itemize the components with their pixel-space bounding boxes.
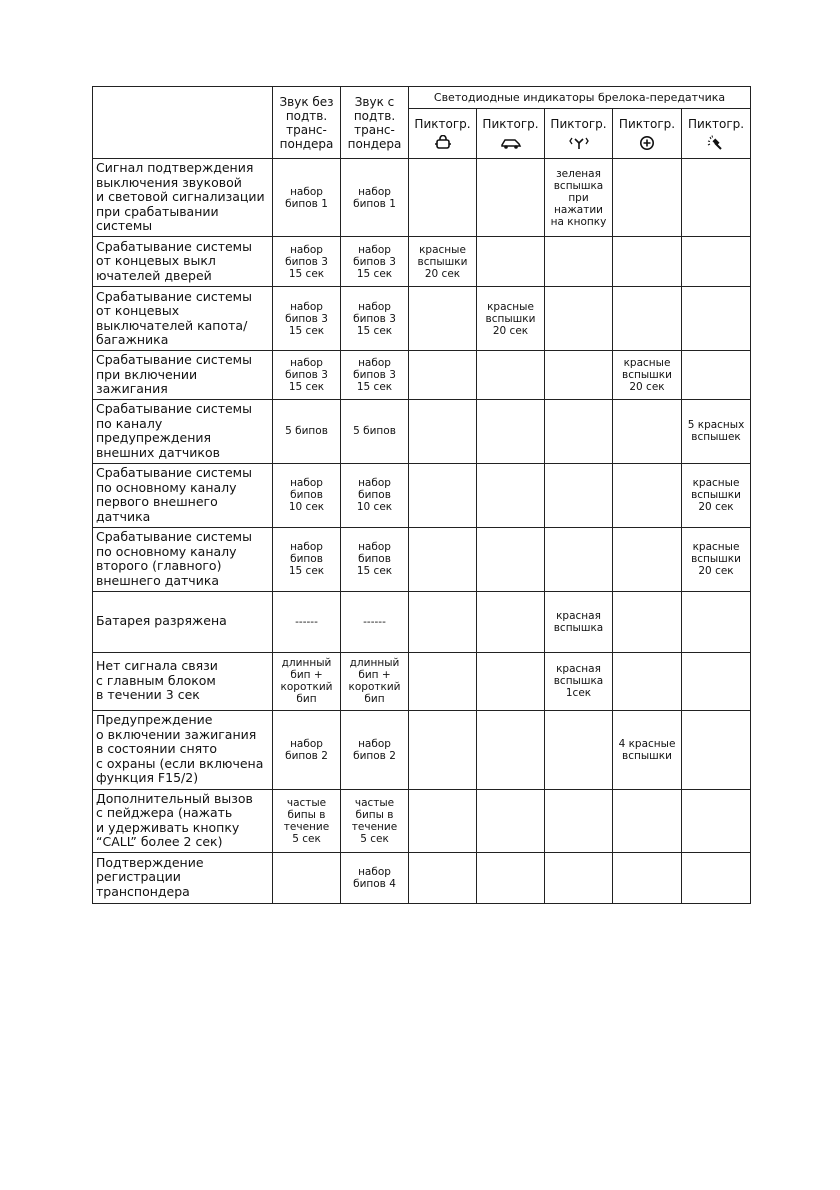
table-row	[93, 237, 751, 287]
sound-confirm-cell: набор бипов 3 15 сек	[341, 287, 409, 351]
picto-5-cell: 5 красных вспышек	[682, 399, 751, 463]
table-row	[93, 399, 751, 463]
sound-confirm-cell: ------	[341, 591, 409, 652]
picto-2-cell	[477, 159, 545, 237]
header-picto-3	[545, 109, 613, 159]
row-description: Срабатывание системы по основному каналу первого внешнего датчика	[93, 463, 273, 527]
sound-no-confirm-cell: ------	[273, 591, 341, 652]
antenna-signal-icon	[568, 135, 590, 151]
sound-confirm-cell: набор бипов 3 15 сек	[341, 237, 409, 287]
picto-3-cell	[545, 237, 613, 287]
picto-5-cell	[682, 852, 751, 903]
table-row	[93, 710, 751, 789]
picto-5-cell	[682, 789, 751, 852]
sound-no-confirm-cell: набор бипов 10 сек	[273, 463, 341, 527]
sound-no-confirm-cell: набор бипов 1	[273, 159, 341, 237]
row-description: Нет сигнала связи с главным блоком в течении 3 сек	[93, 652, 273, 710]
picto-3-cell	[545, 789, 613, 852]
picto-5-cell	[682, 710, 751, 789]
sound-no-confirm-cell: частые бипы в течение 5 сек	[273, 789, 341, 852]
sound-no-confirm-cell: длинный бип + короткий бип	[273, 652, 341, 710]
car-icon	[500, 135, 522, 151]
picto-1-cell	[409, 652, 477, 710]
table-row	[93, 789, 751, 852]
header-led-group: Светодиодные индикаторы брелока-передатчика	[409, 87, 751, 109]
picto-1-cell: красные вспышки 20 сек	[409, 237, 477, 287]
picto-5-cell	[682, 159, 751, 237]
picto-3-cell	[545, 463, 613, 527]
header-sound-no-confirm: Звук без подтв. транс- пондера	[273, 87, 341, 159]
picto-2-cell	[477, 463, 545, 527]
header-picto-4	[613, 109, 682, 159]
door-lock-icon	[432, 135, 454, 151]
signal-table	[92, 86, 751, 904]
picto-label: Пиктогр.	[414, 116, 471, 131]
sound-no-confirm-cell: набор бипов 3 15 сек	[273, 237, 341, 287]
sound-no-confirm-cell: набор бипов 3 15 сек	[273, 351, 341, 400]
table-row	[93, 463, 751, 527]
picto-5-cell	[682, 652, 751, 710]
picto-3-cell: красная вспышка 1сек	[545, 652, 613, 710]
picto-label: Пиктогр.	[687, 116, 745, 131]
picto-4-cell	[613, 399, 682, 463]
picto-2-cell	[477, 852, 545, 903]
picto-1-cell	[409, 159, 477, 237]
picto-4-cell	[613, 159, 682, 237]
row-description: Сигнал подтверждения выключения звуковой и световой сигнализации при срабатывании системы	[93, 159, 273, 237]
picto-5-cell	[682, 237, 751, 287]
table-row	[93, 351, 751, 400]
sound-no-confirm-cell	[273, 852, 341, 903]
picto-label: Пиктогр.	[618, 116, 676, 131]
picto-4-cell	[613, 789, 682, 852]
picto-2-cell	[477, 710, 545, 789]
header-picto-5	[682, 109, 751, 159]
picto-3-cell: красная вспышка	[545, 591, 613, 652]
table-row	[93, 652, 751, 710]
picto-1-cell	[409, 591, 477, 652]
picto-1-cell	[409, 463, 477, 527]
table-body	[93, 159, 751, 904]
picto-4-cell	[613, 852, 682, 903]
picto-4-cell	[613, 463, 682, 527]
sound-confirm-cell: набор бипов 10 сек	[341, 463, 409, 527]
row-description: Батарея разряжена	[93, 591, 273, 652]
picto-5-cell: красные вспышки 20 сек	[682, 527, 751, 591]
picto-2-cell	[477, 399, 545, 463]
picto-1-cell	[409, 287, 477, 351]
picto-3-cell	[545, 351, 613, 400]
picto-2-cell	[477, 591, 545, 652]
row-description: Срабатывание системы при включении зажигания	[93, 351, 273, 400]
picto-5-cell	[682, 351, 751, 400]
picto-4-cell: 4 красные вспышки	[613, 710, 682, 789]
picto-4-cell: красные вспышки 20 сек	[613, 351, 682, 400]
table-row	[93, 852, 751, 903]
sound-confirm-cell: набор бипов 15 сек	[341, 527, 409, 591]
row-description: Срабатывание системы по основному каналу второго (главного) внешнего датчика	[93, 527, 273, 591]
picto-4-cell	[613, 287, 682, 351]
table-row	[93, 527, 751, 591]
picto-1-cell	[409, 351, 477, 400]
picto-2-cell: красные вспышки 20 сек	[477, 287, 545, 351]
sound-confirm-cell: длинный бип + короткий бип	[341, 652, 409, 710]
sound-no-confirm-cell: набор бипов 2	[273, 710, 341, 789]
picto-4-cell	[613, 591, 682, 652]
picto-2-cell	[477, 789, 545, 852]
sound-confirm-cell: 5 бипов	[341, 399, 409, 463]
picto-2-cell	[477, 652, 545, 710]
row-description: Срабатывание системы от концевых выкл ючателей дверей	[93, 237, 273, 287]
picto-1-cell	[409, 789, 477, 852]
picto-4-cell	[613, 527, 682, 591]
sound-no-confirm-cell: набор бипов 15 сек	[273, 527, 341, 591]
picto-4-cell	[613, 237, 682, 287]
picto-2-cell	[477, 237, 545, 287]
sound-confirm-cell: частые бипы в течение 5 сек	[341, 789, 409, 852]
picto-3-cell	[545, 527, 613, 591]
table-row	[93, 287, 751, 351]
header-row-1	[93, 87, 751, 109]
picto-2-cell	[477, 351, 545, 400]
picto-label: Пиктогр.	[482, 116, 539, 131]
sound-no-confirm-cell: 5 бипов	[273, 399, 341, 463]
row-description: Срабатывание системы от концевых выключателей капота/ багажника	[93, 287, 273, 351]
picto-5-cell: красные вспышки 20 сек	[682, 463, 751, 527]
picto-1-cell	[409, 527, 477, 591]
header-sound-confirm: Звук с подтв. транс- пондера	[341, 87, 409, 159]
picto-3-cell	[545, 852, 613, 903]
row-description: Срабатывание системы по каналу предупреждения внешних датчиков	[93, 399, 273, 463]
table-row	[93, 591, 751, 652]
picto-3-cell	[545, 399, 613, 463]
row-description: Предупреждение о включении зажигания в состоянии снято с охраны (если включена функция F15/2)	[93, 710, 273, 789]
sound-confirm-cell: набор бипов 4	[341, 852, 409, 903]
picto-4-cell	[613, 652, 682, 710]
sound-confirm-cell: набор бипов 3 15 сек	[341, 351, 409, 400]
picto-3-cell: зеленая вспышка при нажатии на кнопку	[545, 159, 613, 237]
picto-1-cell	[409, 852, 477, 903]
table-row	[93, 159, 751, 237]
row-description: Подтверждение регистрации транспондера	[93, 852, 273, 903]
picto-3-cell	[545, 287, 613, 351]
sound-confirm-cell: набор бипов 1	[341, 159, 409, 237]
picto-3-cell	[545, 710, 613, 789]
picto-5-cell	[682, 287, 751, 351]
header-description	[93, 87, 273, 159]
row-description: Дополнительный вызов с пейджера (нажать и удерживать кнопку “CALL” более 2 сек)	[93, 789, 273, 852]
picto-5-cell	[682, 591, 751, 652]
shock-hammer-icon	[705, 135, 727, 151]
header-picto-2	[477, 109, 545, 159]
picto-2-cell	[477, 527, 545, 591]
sound-confirm-cell: набор бипов 2	[341, 710, 409, 789]
picto-1-cell	[409, 399, 477, 463]
circle-plus-icon	[636, 135, 658, 151]
picto-label: Пиктогр.	[550, 116, 607, 131]
sound-no-confirm-cell: набор бипов 3 15 сек	[273, 287, 341, 351]
header-picto-1	[409, 109, 477, 159]
picto-1-cell	[409, 710, 477, 789]
